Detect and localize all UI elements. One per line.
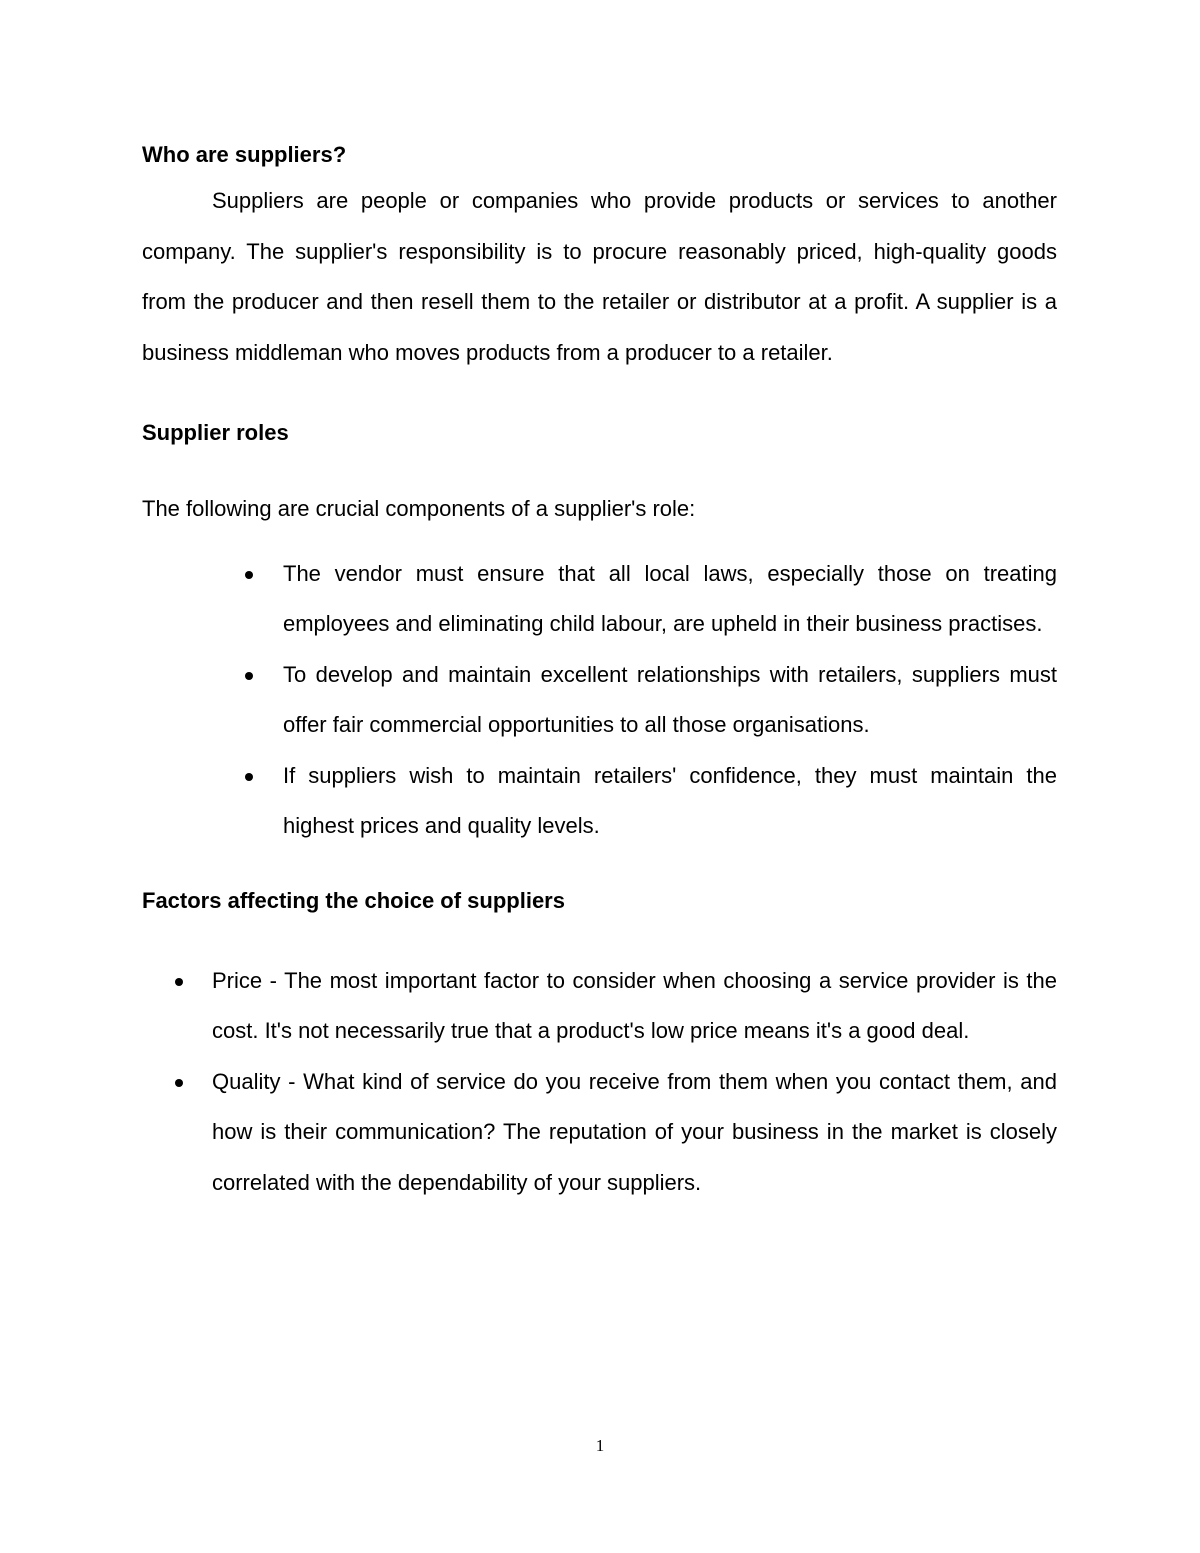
list-item [212,1057,1057,1209]
list-item-text: Quality - What kind of service do you receive from them when you contact them, and how is their communication? The reputation of your business in the market is closely correlated with the dependability of your suppliers. [212,1068,1057,1195]
bullet-icon [175,1079,183,1087]
list-item-text: The vendor must ensure that all local laws, especially those on treating employees and eliminating child labour, are upheld in their business practises. [283,560,1057,636]
paragraph-roles-intro: The following are crucial components of a supplier's role: [142,496,696,521]
heading-who-are-suppliers: Who are suppliers? [142,142,347,167]
heading-supplier-roles: Supplier roles [142,420,289,445]
bullet-icon [245,672,253,680]
list-item [283,751,1057,852]
heading-factors: Factors affecting the choice of suppliers [142,887,565,913]
list-item-text: Price - The most important factor to consider when choosing a service provider is the cost. It's not necessarily true that a product's low price means it's a good deal. [212,967,1057,1043]
list-item [283,549,1057,650]
list-item-text: To develop and maintain excellent relationships with retailers, suppliers must offer fair commercial opportunities to all those organisations. [283,661,1057,737]
list-item [212,956,1057,1057]
roles-bullet-list [142,549,1057,852]
list-item [283,650,1057,751]
bullet-icon [245,571,253,579]
paragraph-suppliers-definition: Suppliers are people or companies who provide products or services to another company. The supplier's responsibility is to procure reasonably priced, high-quality goods from the producer and then resell them to the retailer or distributor at a profit. A supplier is a business middleman who moves products from a producer to a retailer. [142,188,1057,365]
list-item-text: If suppliers wish to maintain retailers' confidence, they must maintain the highest prices and quality levels. [283,762,1057,838]
factors-bullet-list [142,956,1057,1209]
page-number: 1 [595,1436,605,1455]
bullet-icon [245,773,253,781]
page-content [142,140,1057,1208]
bullet-icon [175,978,183,986]
